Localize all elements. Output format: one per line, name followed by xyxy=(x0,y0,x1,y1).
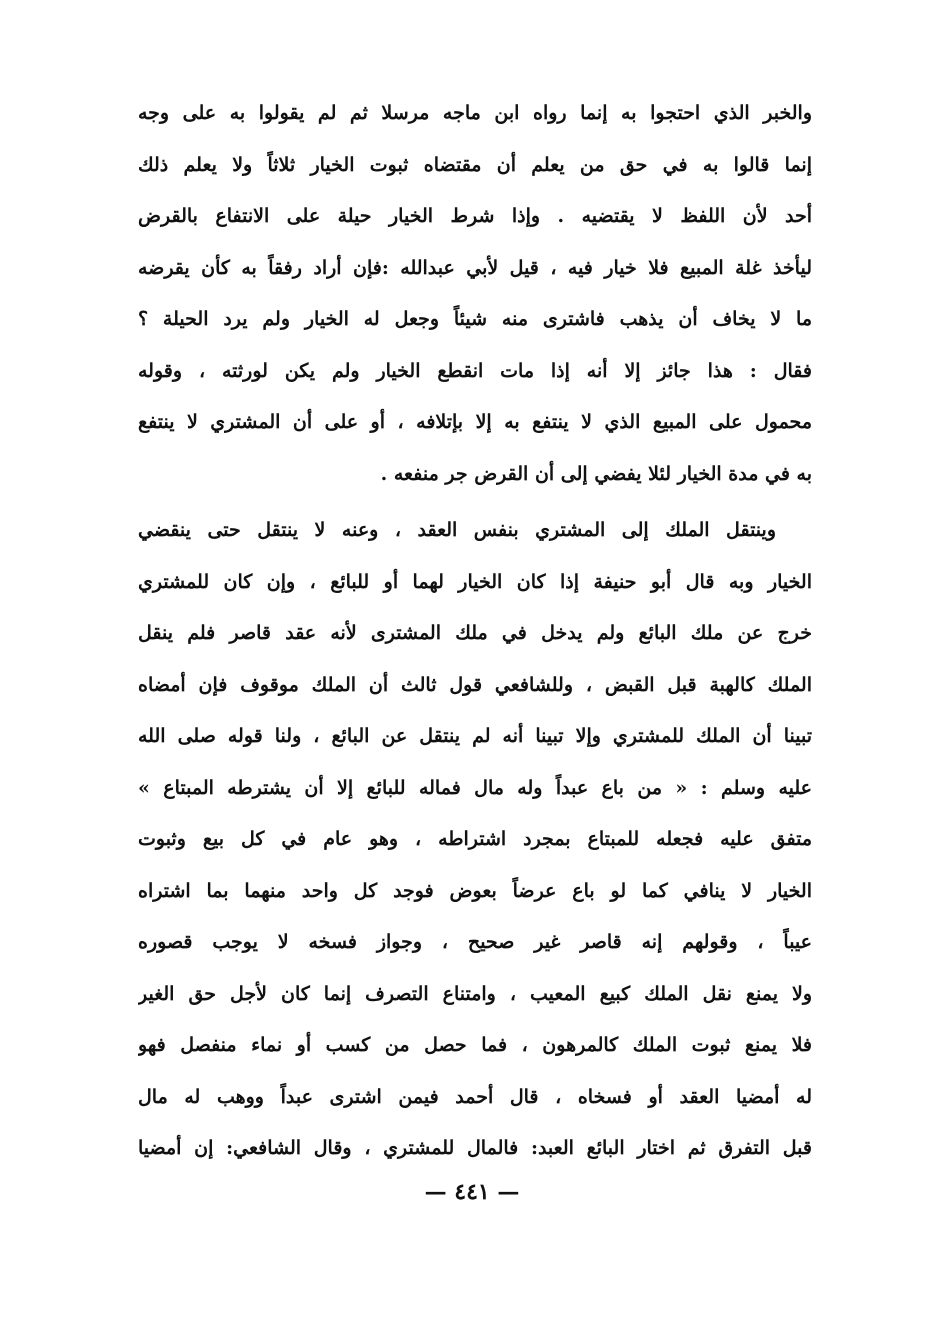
page-number: — ٤٤١ — xyxy=(424,1179,520,1205)
text-line: والخبر الذي احتجوا به إنما رواه ابن ماجه مرسلا ثم لم يقولوا به على وجه xyxy=(138,102,812,124)
text-line: ليأخذ غلة المبيع فلا خيار فيه ، قيل لأبي عبدالله :فإن أراد رفقاً به كأن يقرضه xyxy=(138,256,812,279)
text-line: محمول على المبيع الذي لا ينتفع به إلا بإتلافه ، أو على أن المشتري لا ينتفع xyxy=(138,411,812,433)
text-line: الخيار لا ينافي كما لو باع عرضاً بعوض فوجد كل واحد منهما بما اشتراه xyxy=(138,879,812,902)
text-line: عليه وسلم : « من باع عبداً وله مال فماله للبائع إلا أن يشترطه المبتاع » xyxy=(138,776,812,799)
text-line: به في مدة الخيار لئلا يفضي إلى أن القرض جر منفعه . xyxy=(380,462,812,485)
text-line: ولا يمنع نقل الملك كبيع المعيب ، وامتناع التصرف إنما كان لأجل حق الغير xyxy=(138,982,812,1005)
text-line: الخيار وبه قال أبو حنيفة إذا كان الخيار لهما أو للبائع ، وإن كان للمشتري xyxy=(138,570,812,593)
paragraph-1 xyxy=(138,88,812,500)
text-line: وينتقل الملك إلى المشتري بنفس العقد ، وعنه لا ينتقل حتى ينقضي xyxy=(138,519,776,541)
text-line: قبل التفرق ثم اختار البائع العبد: فالمال للمشتري ، وقال الشافعي: إن أمضيا xyxy=(138,1137,812,1159)
text-line: فقال : هذا جائز إلا أنه إذا مات انقطع الخيار ولم يكن لورثته ، وقوله xyxy=(138,359,812,382)
text-line: إنما قالوا به في حق من يعلم أن مقتضاه ثبوت الخيار ثلاثاً ولا يعلم ذلك xyxy=(138,153,812,176)
text-line: فلا يمنع ثبوت الملك كالمرهون ، فما حصل من كسب أو نماء منفصل فهو xyxy=(138,1034,812,1056)
text-line: عيباً ، وقولهم إنه قاصر غير صحيح ، وجواز فسخه لا يوجب قصوره xyxy=(138,931,812,953)
paragraph-2 xyxy=(138,505,812,1175)
text-line: الملك كالهبة قبل القبض ، وللشافعي قول ثالث أن الملك موقوف فإن أمضاه xyxy=(138,673,812,696)
text-line: تبينا أن الملك للمشتري وإلا تبينا أنه لم ينتقل عن البائع ، ولنا قوله صلى الله xyxy=(138,725,812,747)
text-line: له أمضيا العقد أو فسخاه ، قال أحمد فيمن اشترى عبداً ووهب له مال xyxy=(138,1085,812,1108)
text-line: خرج عن ملك البائع ولم يدخل في ملك المشترى لأنه عقد قاصر فلم ينقل xyxy=(138,622,812,644)
text-line: ما لا يخاف أن يذهب فاشترى منه شيئاً وجعل له الخيار ولم يرد الحيلة ؟ xyxy=(138,308,812,330)
text-line: متفق عليه فجعله للمبتاع بمجرد اشتراطه ، وهو عام في كل بيع وثبوت xyxy=(138,828,812,850)
text-line: أحد لأن اللفظ لا يقتضيه . وإذا شرط الخيار حيلة على الانتفاع بالقرض xyxy=(138,205,812,227)
